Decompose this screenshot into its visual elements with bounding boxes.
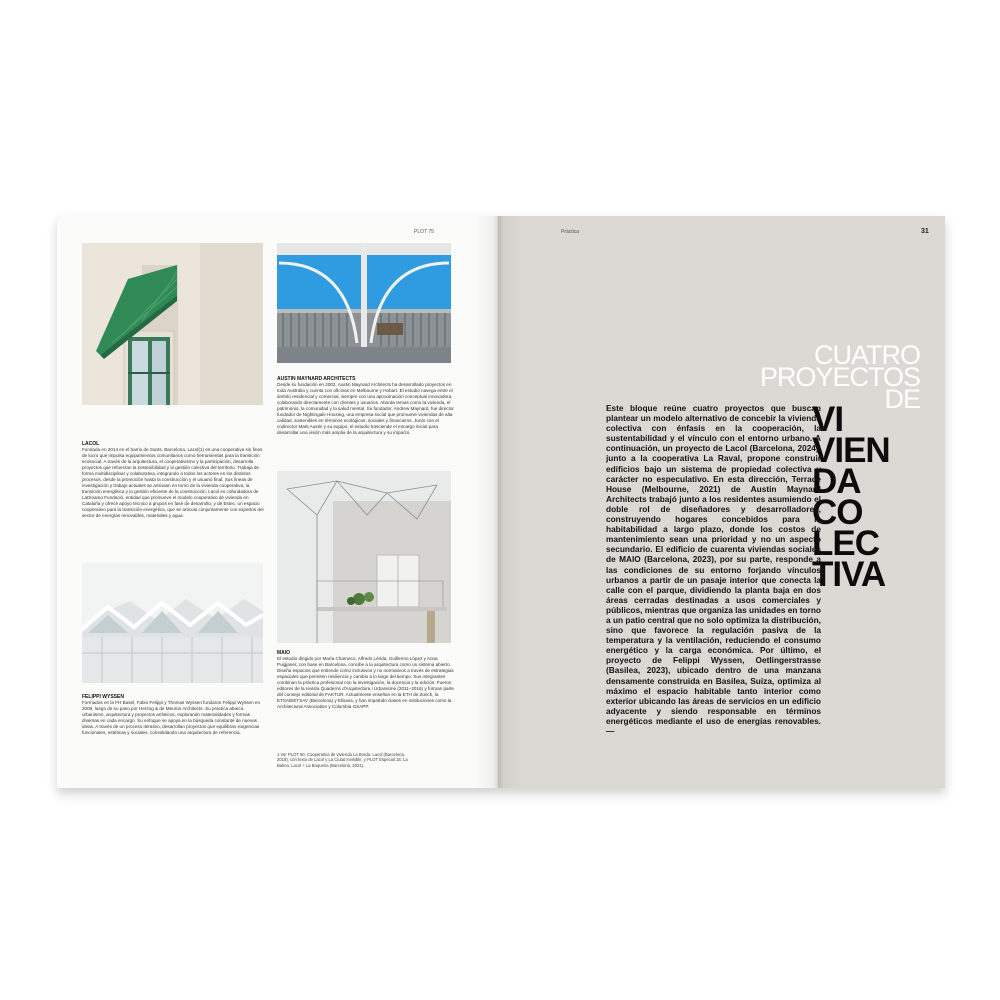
running-head-left: PLOT 75 (414, 229, 434, 235)
caption-felippi-heading: FELIPPI WYSSEN (82, 694, 124, 700)
running-head-right: Práctica (561, 229, 580, 235)
photo-maio-balcony (277, 471, 451, 643)
title-thin-line: CUATRO (814, 340, 920, 370)
intro-paragraph: Este bloque reúne cuatro proyectos que buscan plantear un modelo alternativo de concebir la vivienda colectiva con énfasis en la cooperación, la sustentabilidad y el vínculo con el entorno urbano. A continuación, un proyecto de Lacol (Barcelona, 2024), junto a la cooperativa La Raval, propone construir edificios bajo un sistema de propiedad colectiva y carácter no especulativo. En esta dirección, Terrace House (Melbourne, 2021) de Austin Maynard Architects trabajó junto a los residentes asumiendo el doble rol de diseñadores y desarrolladores, construyendo hogares concebidos para la habitabilidad a largo plazo, donde los costos de mantenimiento sean una prioridad y no un aspecto secundario. El edificio de cuarenta viviendas sociales de MAIO (Barcelona, 2023), por su parte, responde a las condiciones de su entorno forjando vínculos urbanos a partir de un pasaje interior que conecta la calle con el parque, dividiendo la planta baja en dos áreas cerradas destinadas a usos comerciales y públicos, mientras que organiza las unidades en torno a un patio central que no solo optimiza la distribución, sino que favorece la regulación pasiva de la temperatura y la ventilación, reduciendo el consumo energético y la carga económica. Por último, el proyecto de Felippi Wyssen, Oetlingerstrasse (Basilea, 2023), ubicado dentro de una manzana densamente construida en Basilea, Suiza, optimiza al máximo el espacio habitable tanto interior como exterior ubicando las áreas de servicios en un edificio adyacente y siendo responsable en términos energéticos mediante el uso de energías renovables.— (606, 403, 821, 736)
photo-felippi-roof (82, 563, 263, 683)
caption-felippi-body: Formados en la FH Basel, Fabio Felippi y Thomas Wyssen fundaron Felippi Wyssen en 2009, luego de su paso por Herzog & de Meuron Architects. Su práctica abarca urbanismo, arquitectura y proyectos artísticos, explorando materialidades y formas diversas en cada encargo. Su enfoque se apoya en la búsqueda constante de nuevas ideas. A través de un proceso iterativo, desarrollan proyectos que equilibran exigencias funcionales, estéticas y sociales, consolidando una arquitectura de referencia. (82, 700, 261, 735)
title-bold-line: VI (812, 400, 844, 439)
title-thin-line: DE (884, 384, 920, 414)
magazine-spread (57, 216, 945, 788)
photo-lacol-window (82, 243, 263, 405)
right-page (498, 216, 945, 788)
caption-austin-heading: AUSTIN MAYNARD ARCHITECTS (277, 376, 356, 382)
footnote: 1 Ver PLOT 50, Cooperativa de vivienda La Borda, Lacol (Barcelona, 2018), con texto de Lacol y La Ciutat Invisible, y PLOT Especial 18, La Balma, Lacol + La Boqueria (Barcelona, 2021). (277, 752, 408, 768)
title-bold-line: LEC (812, 524, 879, 563)
left-page (57, 216, 498, 788)
caption-lacol-heading: LACOL (82, 441, 100, 447)
page-number: 31 (921, 228, 929, 235)
caption-maio-body: El estudio dirigido por María Charneco, Alfredo Lérida, Guillermo López y Anna Puigjaner, con base en Barcelona, concibe a la arquitectura como un sistema abierto. Diseña espacios que entiende como inclusivos y no normativos a través de estrategias espaciales que permiten resiliencia y cambio a lo largo del tiempo. Sus integrantes combinan la práctica profesional con la investigación, la docencia y la edición. Fueron editores de la revista Quaderns d'Arquitectura i Urbanisme (2011–2016) y forman parte del consejo editorial de FAKTUR. Actualmente enseñan en la ETH de Zürich, la ETSAB/ETSAV (Barcelona) y Elisava, y han impartido clases en instituciones como la Architectural Association y Columbia GSAPP. (277, 656, 454, 709)
caption-austin-maynard (277, 376, 455, 436)
caption-maio-heading: MAIO (277, 650, 291, 656)
title-bold-line: CO (812, 493, 863, 532)
caption-maio (277, 650, 455, 710)
caption-lacol-body: Fundada en 2014 en el barrio de Sants, Barcelona, Lacol(1) es una cooperativa sin fines de lucro que impulsa equipamientos comunitarios como herramientas para la transición ecosocial. A través de la arquitectura, el cooperativismo y la participación, desarrolla proyectos que refuerzan la sostenibilidad y la gestión colectiva del territorio. Trabaja de forma multidisciplinar y colaborativa, integrando a todos los actores en los distintos procesos, desde la promoción hasta la construcción y el usuario final. Sus líneas de investigación y trabajo actuales se articulan en torno de la vivienda cooperativa, la transición energética y la gestión eficiente de la construcción. Lacol es cofundadora de LaDinamo Fundació, entidad que promueve el modelo cooperativo de vivienda en Cataluña y ofrece apoyo técnico a grupos en fase de desarrollo, y de Estec, un espacio cooperativo para la transición energética, que se articula conjuntamente con expertos del sector de energías renovables, materiales y agua. (82, 447, 264, 518)
title-bold-line: VIEN (812, 431, 890, 470)
title-bold-line: TIVA (812, 555, 886, 594)
title-thin-line: PROYECTOS (759, 362, 920, 392)
caption-lacol (82, 441, 264, 519)
caption-austin-body: Desde su fundación en 2002, Austin Maynard Architects ha desarrollado proyectos en toda Australia y cuenta con oficinas en Melbourne y Hobart. El estudio navega entre el ámbito residencial y comercial, siempre con una aproximación conceptual innovadora, colaborando directamente con clientes y usuarios. Aborda temas como la vivienda, el patrimonio, la comunidad y la salud mental. Su fundador, Andrew Maynard, fue director fundador de Nightingale Housing, una empresa social que promueve viviendas de alta calidad, sostenibles en términos ecológicos, sociales y financieros. Junto con el codirector Mark Austin y su equipo, el estudio trasciende el encargo inicial para desarrollar una visión más amplia de la arquitectura y su impacto. (277, 382, 454, 435)
title-bold-line: DA (812, 462, 861, 501)
caption-felippi-wyssen (82, 694, 264, 736)
photo-austin-terrace (277, 243, 451, 363)
